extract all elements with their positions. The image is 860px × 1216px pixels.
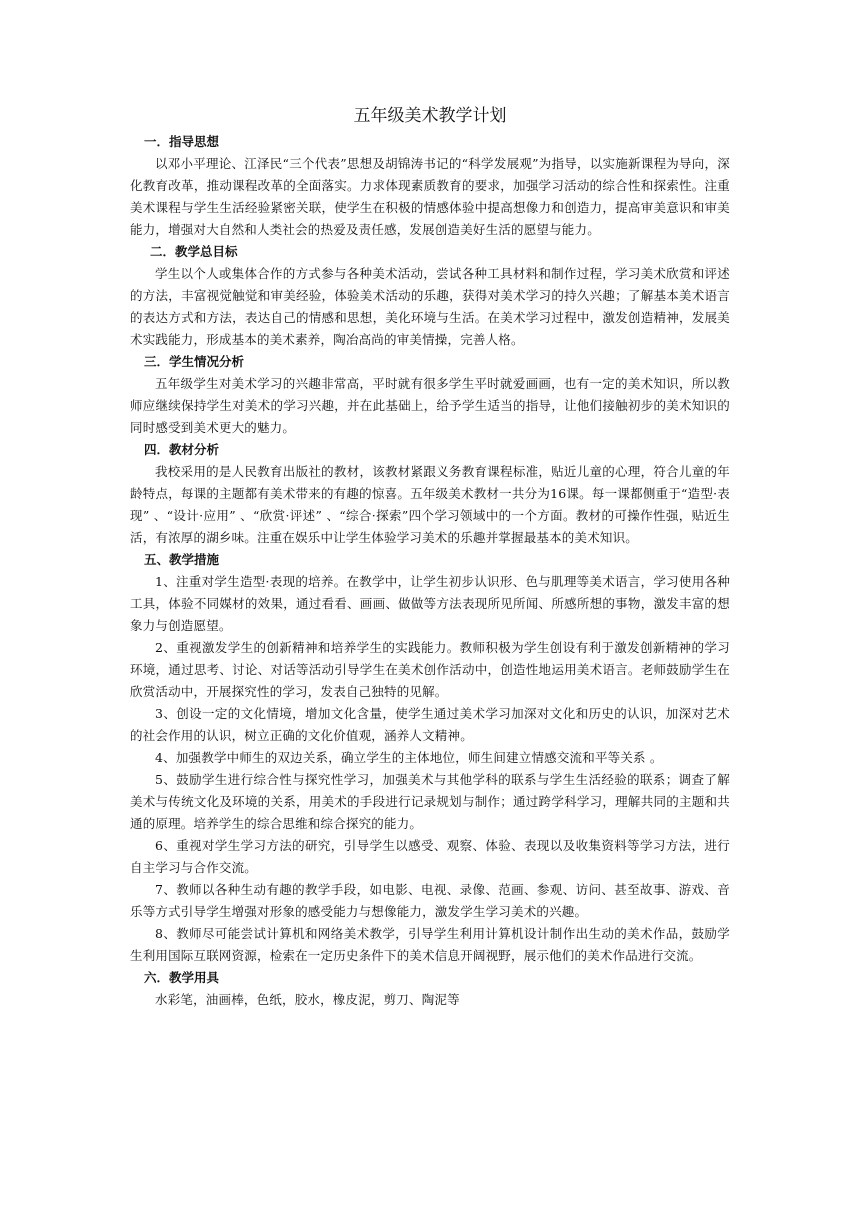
section-heading: 六．教学用具: [144, 970, 220, 985]
measure-paragraph: 7、教师以各种生动有趣的教学手段，如电影、电视、录像、范画、参观、访问、甚至故事、游戏、音乐等方式引导学生增强对形象的感受能力与想像能力，激发学生学习美术的兴趣。: [130, 882, 730, 919]
section-paragraph: 我校采用的是人民教育出版社的教材，该教材紧跟义务教育课程标准，贴近儿童的心理，符合儿童的年龄特点，每课的主题都有美术带来的有趣的惊喜。五年级美术教材一共分为16课。每一课都侧重于“造型·表现” 、“设计·应用” 、“欣赏·评述” 、“综合·探索”四个学习领域中的一个方面。教材的可操作性强，贴近生活，有浓厚的湖乡味。注重在娱乐中让学生体验学习美术的乐趣并掌握最基本的美术知识。: [130, 464, 730, 545]
section-textbook-analysis: [130, 439, 730, 549]
section-paragraph: 五年级学生对美术学习的兴趣非常高，平时就有很多学生平时就爱画画，也有一定的美术知识，所以教师应继续保持学生对美术的学习兴趣，并在此基础上，给予学生适当的指导，让他们接触初步的美术知识的同时感受到美术更大的魅力。: [130, 376, 730, 435]
section-student-analysis: [130, 351, 730, 439]
document-page: [130, 104, 730, 1011]
measure-paragraph: 1、注重对学生造型·表现的培养。在教学中，让学生初步认识形、色与肌理等美术语言，学习使用各种工具，体验不同媒材的效果，通过看看、画画、做做等方法表现所见所闻、所感所想的事物，激发丰富的想象力与创造愿望。: [130, 574, 730, 633]
section-heading: 三．学生情况分析: [144, 354, 245, 369]
measure-paragraph: 2、重视激发学生的创新精神和培养学生的实践能力。教师积极为学生创设有利于激发创新精神的学习环境，通过思考、讨论、对话等活动引导学生在美术创作活动中，创造性地运用美术语言。老师鼓励学生在欣赏活动中，开展探究性的学习，发表自己独特的见解。: [130, 640, 730, 699]
section-paragraph: 以邓小平理论、江泽民“三个代表”思想及胡锦涛书记的“科学发展观”为指导，以实施新课程为导向，深化教育改革，推动课程改革的全面落实。力求体现素质教育的要求，加强学习活动的综合性和探索性。注重美术课程与学生生活经验紧密关联，使学生在积极的情感体验中提高想像力和创造力，提高审美意识和审美能力，增强对大自然和人类社会的热爱及责任感，发展创造美好生活的愿望与能力。: [130, 156, 730, 237]
measure-paragraph: 3、创设一定的文化情境，增加文化含量，使学生通过美术学习加深对文化和历史的认识，加深对艺术的社会作用的认识，树立正确的文化价值观，涵养人文精神。: [130, 706, 730, 743]
section-paragraph: 学生以个人或集体合作的方式参与各种美术活动，尝试各种工具材料和制作过程，学习美术欣赏和评述的方法，丰富视觉触觉和审美经验，体验美术活动的乐趣，获得对美术学习的持久兴趣；了解基本美术语言的表达方式和方法，表达自己的情感和思想，美化环境与生活。在美术学习过程中，激发创造精神，发展美术实践能力，形成基本的美术素养，陶冶高尚的审美情操，完善人格。: [130, 266, 730, 347]
measure-paragraph: 5、鼓励学生进行综合性与探究性学习，加强美术与其他学科的联系与学生生活经验的联系；调查了解美术与传统文化及环境的关系，用美术的手段进行记录规划与制作；通过跨学科学习，理解共同的主题和共通的原理。培养学生的综合思维和综合探究的能力。: [130, 772, 730, 831]
section-teaching-goals: [130, 241, 730, 351]
measure-paragraph: 8、教师尽可能尝试计算机和网络美术教学，引导学生利用计算机设计制作出生动的美术作品，鼓励学生利用国际互联网资源，检索在一定历史条件下的美术信息开阔视野，展示他们的美术作品进行交流。: [130, 926, 730, 963]
section-heading: 四．教材分析: [144, 442, 220, 457]
measure-paragraph: 4、加强教学中师生的双边关系，确立学生的主体地位，师生间建立情感交流和平等关系 。: [155, 750, 663, 765]
measure-paragraph: 6、重视对学生学习方法的研究，引导学生以感受、观察、体验、表现以及收集资料等学习方法，进行自主学习与合作交流。: [130, 838, 730, 875]
section-teaching-tools: [130, 967, 730, 1011]
section-heading: 五、教学措施: [144, 552, 220, 567]
section-heading: 二．教学总目标: [150, 244, 238, 259]
section-guiding-ideology: [130, 131, 730, 241]
section-heading: 一．指导思想: [144, 134, 220, 149]
section-teaching-measures: [130, 549, 730, 967]
section-paragraph: 水彩笔，油画棒，色纸，胶水，橡皮泥，剪刀、陶泥等: [155, 992, 460, 1007]
document-title: 五年级美术教学计划: [353, 106, 507, 126]
